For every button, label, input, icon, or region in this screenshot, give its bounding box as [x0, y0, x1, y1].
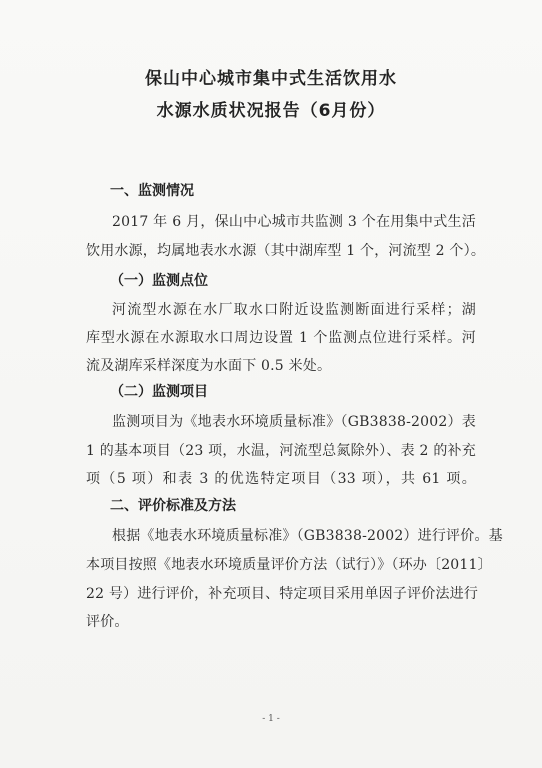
paragraph-line: 库型水源在水源取水口周边设置 1 个监测点位进行采样。河 [86, 330, 476, 346]
paragraph-line: 项（5 项）和表 3 的优选特定项目（33 项），共 61 项。 [86, 471, 476, 487]
paragraph-line: 流及湖库采样深度为水面下 0.5 米处。 [86, 358, 332, 374]
subsection-heading-monitoring-items: （二）监测项目 [110, 384, 208, 400]
paragraph-line: 2017 年 6 月，保山中心城市共监测 3 个在用集中式生活 [112, 214, 476, 230]
paragraph-line: 评价。 [86, 614, 129, 630]
paragraph-line: 22 号）进行评价，补充项目、特定项目采用单因子评价法进行 [86, 586, 479, 602]
page-number: - 1 - [262, 714, 280, 724]
section-heading-evaluation: 二、评价标准及方法 [110, 498, 236, 514]
document-title-line-1: 保山中心城市集中式生活饮用水 [145, 69, 397, 89]
section-heading-monitoring: 一、监测情况 [110, 183, 194, 199]
paragraph-line: 根据《地表水环境质量标准》（GB3838-2002）进行评价。基 [112, 528, 503, 544]
paragraph-line: 1 的基本项目（23 项，水温，河流型总氮除外）、表 2 的补充 [86, 443, 476, 459]
document-title-line-2: 水源水质状况报告（6月份） [156, 101, 386, 121]
paragraph-line: 饮用水源，均属地表水水源（其中湖库型 1 个，河流型 2 个）。 [86, 243, 486, 259]
paragraph-line: 本项目按照《地表水环境质量评价方法（试行）》（环办〔2011〕 [86, 557, 492, 573]
paragraph-line: 监测项目为《地表水环境质量标准》（GB3838-2002）表 [112, 414, 476, 430]
paragraph-line: 河流型水源在水厂取水口附近设监测断面进行采样；湖 [112, 302, 476, 318]
subsection-heading-monitoring-points: （一）监测点位 [110, 273, 208, 289]
